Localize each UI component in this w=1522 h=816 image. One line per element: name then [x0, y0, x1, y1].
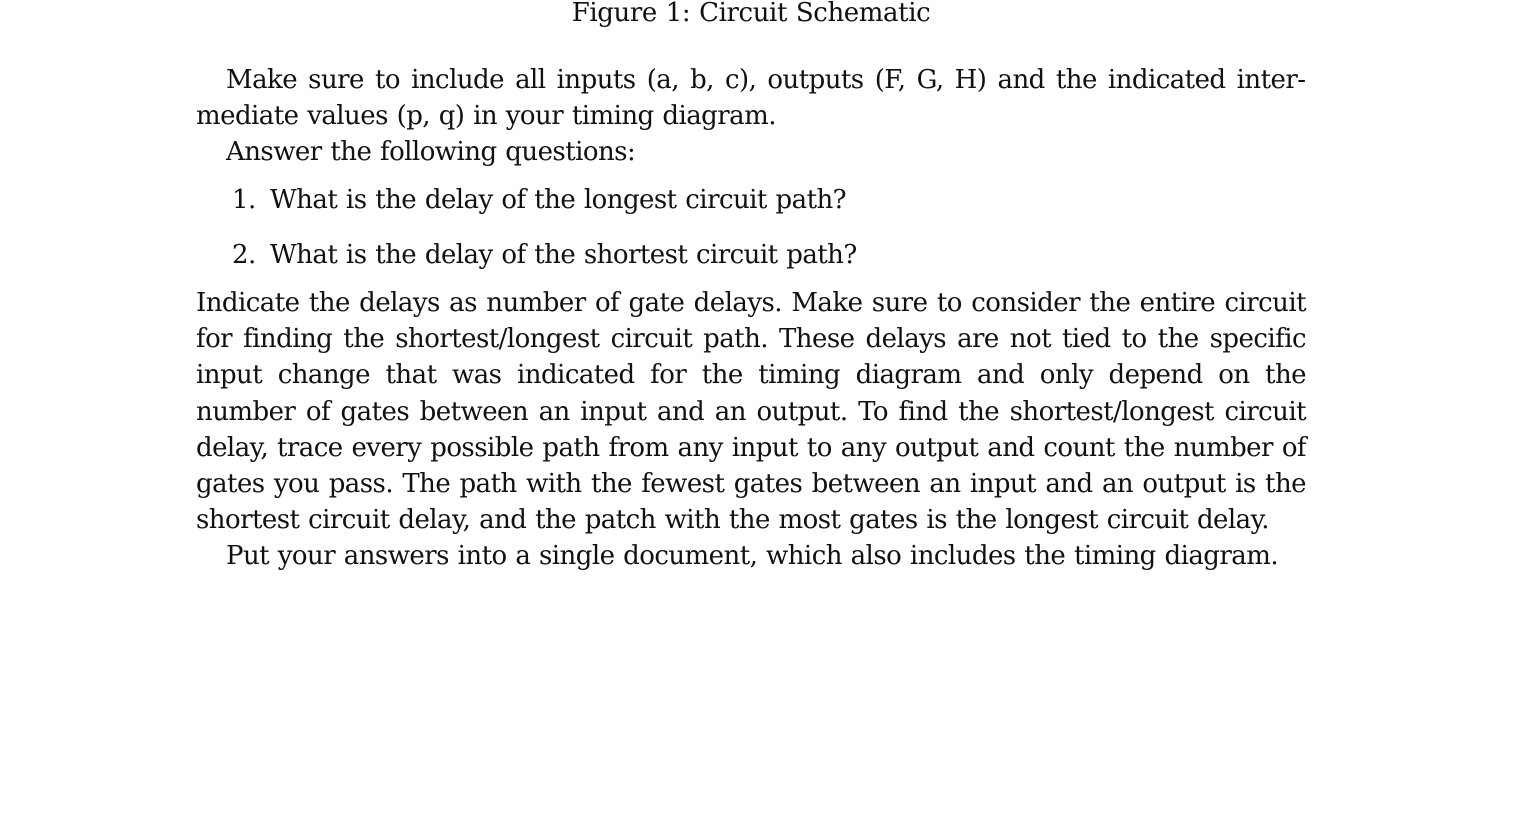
question-number: 2.: [232, 240, 256, 270]
question-item: [232, 182, 1306, 218]
paragraph-include-signals: Make sure to include all inputs (a, b, c), outputs (F, G, H) and the indicated intermediate values (p, q) in your timing diagram.: [196, 65, 1306, 132]
paragraph-answer-questions: Answer the following questions:: [226, 137, 636, 167]
question-text: What is the delay of the shortest circuit path?: [270, 240, 857, 270]
question-item: [232, 237, 1306, 273]
paragraph-indicate-delays: Indicate the delays as number of gate delays. Make sure to consider the entire circuit for finding the shortest/longest circuit path. These delays are not tied to the specific input change that was indicated for the timing diagram and only depend on the number of gates between an input and an output. To find the shortest/longest circuit delay, trace every possible path from any input to any output and count the number of gates you pass. The path with the fewest gates between an input and an output is the shortest circuit delay, and the patch with the most gates is the longest circuit delay.: [196, 288, 1306, 536]
question-number: 1.: [232, 185, 256, 215]
question-text: What is the delay of the longest circuit path?: [270, 185, 847, 215]
paragraph-submission: Put your answers into a single document, which also includes the timing diagram.: [226, 541, 1279, 571]
figure-caption: Figure 1: Circuit Schematic: [571, 0, 931, 28]
